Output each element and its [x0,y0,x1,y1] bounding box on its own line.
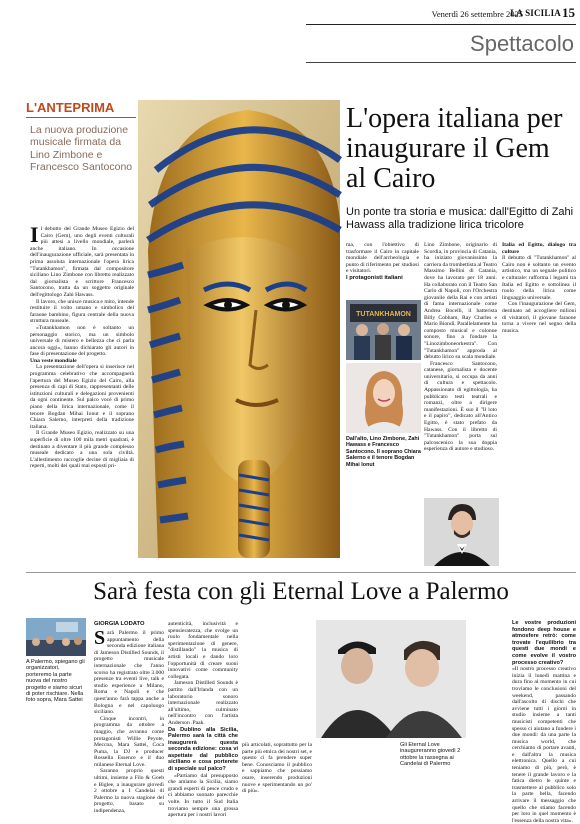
poster-title: TUTANKHAMON [356,311,411,318]
concert-crowd-photo [26,618,86,656]
duo-caption: Gli Eternal Love inaugureranno giovedì 2 ottobre la rassegna ai Candelai di Palermo [400,742,461,768]
story-headline: L'opera italiana per inaugurare il Gem al Cairo [346,103,563,194]
paragraph: Il Grande Museo Egizio, realizzato su una superficie di oltre 100 mila metri quadrati, è destinato a diventare il più grande complesso museale dedicato a una sola civiltà. L'allestimento raccoglie decine di migliaia di reperti, molti dei quali mai esposti pri- [30,430,134,470]
paragraph: ma, con l'obiettivo di trasformare il Cairo in capitale mondiale dell'archeologia e punto di riferimento per studiosi e visitatori. [346,242,419,275]
subheading: Una veste mondiale [30,357,77,364]
paragraph: Jameson Distilled Sounds è partito dall'Irlanda con un laboratorio sonoro internazionale realizzato all'ultimo, culminato nell'incontro con l'artista Anderson .Paak. [168,680,238,726]
article-column-4 [502,242,576,567]
issue-date: Venerdì 26 settembre 2025 [431,9,523,19]
tenor-portrait [424,498,499,566]
section-title: Spettacolo [470,31,574,56]
paragraph: Francesco Santocono, catanese, giornalista e docente universitario, si occupa da anni di cultura e spettacolo. Appassionato di egittologia, ha pubblicato testi teatrali e romanzi, oltre a dirigere manifestazioni. È suo il "Il loto e il papiro", dedicato all'Antico Egitto, è stato prefato da Hawass. Con il libretto di "Tutankhamon" porta sul palcoscenico la sua doppia esperienza di autore e studioso. [424,360,497,453]
header-rule [306,24,576,25]
paragraph: «Partiamo dal presupposto che amiamo la Sicilia, siamo grandi esperti di pesce crudo e ci abbiamo suonato parecchie volte. In tutto il Sud Italia troviamo sempre una grossa apertura per i nostri lavori [168,772,238,819]
story2-column-3 [242,742,312,820]
eternal-love-duo-photo [316,620,466,738]
subheading: Italia ed Egitto, dialogo tra culture [502,242,576,255]
crowd-caption: A Palermo, spiegano gli organizzatori, porteremo la parte nuova del nostro progetto e siamo sicuri di poter rischiare. Nella foto sopra, Mara Sattei [26,659,85,704]
article-column-1 [30,222,134,564]
story-divider [26,572,576,573]
drop-cap: I [30,222,39,247]
kicker-rule [26,117,136,118]
story2-column-2 [168,621,238,820]
paragraph: Saranno proprio questi ultimi, insieme a Filo & Goeb e Biglee, a inaugurare giovedì 2 ottobre a I Candelai di Palermo la nuova stagione del progetto, basato su indipendenza, [94,768,164,815]
paragraph: autenticità, inclusività e spensieratezza, che svolge un ruolo fondamentale nella sperimentazione di genere, "distillando" la musica di artisti locali e dando loro l'opportunità di creare suoni innovativi come community collegata. [168,621,238,680]
soprano-illustration [346,363,421,433]
kicker-label: L'ANTEPRIMA [26,100,115,115]
paragraph: «Tutankhamon non è soltanto un personaggio storico, ma un simbolo universale di mistero e bellezza che ci parla ancora oggi», hanno dichiarato gli autori in fase di presentazione del progetto. [30,324,134,358]
article-column-2 [346,242,419,296]
group-photo-illustration [346,300,421,360]
story2-column-5 [512,620,576,824]
story2-column-1 [94,627,164,820]
duo-illustration [316,620,466,738]
paragraph: «Il nostro processo creativo inizia il lunedì mattina e dura fino al momento in cui troviamo le conclusioni del weekend, passando dall'ascolto di dischi che avviene tutti i giorni in studio insieme a tanti musicisti competenti che spesso ci aiutano a fondere i due mondi: da una parte la musica world, che cerchiamo di portare avanti, e dall'altra la musica elettronica. Quello a cui teniamo di più, però, è tenere il grande lavoro e la fatica dietro le quinte e trasmettere al pubblico solo la parte bella, facendo arrivare il messaggio che quello che stiamo facendo per loro in quel momento è l'essenza della nostra vita». [512,666,576,824]
paragraph: Il debutto di "Tutankhamon" al Cairo non è soltanto un evento artistico, ma un segnale politico e culturale: rafforma i legami tra Italia ed Egitto e sottolinea il ruolo della lirica come linguaggio universale. [502,255,576,301]
photo-section-title: I protagonisti italiani [346,274,403,281]
paragraph: più articolati, soprattutto per la parte più etnica dei nostri set, e questo ci fa prendere super bene. Conosciamo il pubblico e sappiamo che possiamo osare, inserendo produzioni nuove e sperimentando un po' di più». [242,742,312,795]
interview-question: Da Dublino alla Sicilia, Palermo sarà la città che inaugurerà questa seconda edizione: cosa vi aspettate dal pubblico siciliano e cosa porterete di speciale sul palco? [168,726,238,773]
paragraph: Cinque incontri, in programma da ottobre a maggio, che avranno come protagonisti Willie Peyote, Meccna, Mara Sattei, Coca Puma, la DJ e producer Rossella Essence e il duo milanese Eternal Love. [94,715,164,768]
paragraph: Il lavoro, che unisce musica e mito, intende restituire il volto umano e simbolico del faraone bambino, figura centrale della nuova struttura museale. [30,298,134,325]
crowd-illustration [26,618,86,656]
paragraph: arà Palermo il primo appuntamento della seconda edizione italiana di Jameson Distilled Sounds, il progetto musicale internazionale che l'anno scorso ha registrato oltre 3.000 presenze tra eventi live, talk e studio esperience a Milano, Roma e Napoli e che quest'anno farà tappa anche a Bologna e nel capoluogo siciliano. [94,630,164,716]
soprano-portrait [346,363,421,433]
tenor-illustration [424,498,499,566]
page-number: 15 [562,5,575,20]
tutankhamun-mask-photo [138,100,340,558]
newspaper-name: LA SICILIA [510,8,561,18]
running-head [300,5,575,21]
paragraph: La presentazione dell'opera si inserisce nel programma celebrativo che accompagnerà l'apertura del Museo Egizio del Cairo, alla presenza di capi di Stato, rappresentanti delle istituzioni culturali e delegazioni provenienti da ogni continente. Sul palco vocé di primo piano della lirica internazionale, come il tenore Bogdan Mihai Ionut e il soprano Chiara Salerno, interpreti della tradizione italiana. [30,364,134,430]
paragraph: l debutto del Grande Museo Egizio del Cairo (Gem), uno degli eventi culturali più attesi a livello mondiale, parlerà anche italiano. In occasione dell'inaugurazione ufficiale, sarà presentata in prima assoluta internazionale l'opera lirica "Tutankhamon", firmata dal compositore siciliano Lino Zimbone con libretto realizzato dal giornalista e scrittore Francesco Santocono, tratta da un soggetto originale dell'egittologo Zahi Hawass. [30,226,134,298]
story2-headline: Sarà festa con gli Eternal Love a Palermo [93,578,509,605]
tutankhamun-mask-illustration [138,100,340,558]
interview-question: Le vostre produzioni fondono deep house e atmosfere retrò: come trovate l'equilibrio tra questi due mondi e come evolve il vostro processo creativo? [512,620,576,666]
section-rule [306,62,576,63]
photo-caption: Dall'alto, Lino Zimbone, Zahi Hawass e Francesco Santocono. Il soprano Chiara Salerno e il tenore Bogdan Mihai Ionut [346,436,421,468]
byline: GIORGIA LODATO [94,621,145,627]
story-standfirst: Un ponte tra storia e musica: dall'Egitto di Zahi Hawass alla tradizione lirica tricolore [346,206,574,231]
kicker-summary: La nuova produzione musicale firmata da Lino Zimbone e Francesco Santocono [30,124,133,174]
paragraph: Con l'inaugurazione del Gem, destinato ad accogliere milioni di visitatori, il giovane faraone torna a vivere nel segno della musica. [502,301,576,334]
authors-group-photo [346,300,421,360]
drop-cap: S [94,627,106,649]
paragraph: Lino Zimbone, originario di Scordia, in provincia di Catania, ha iniziato giovanissimo la carriera da trombettista al Teatro Massimo Bellini di Catania, dove ha lavorato per 18 anni. Ha collaborato con il Teatro San Carlo di Napoli, con l'Orchestra giovanile della Rai e con artisti di fama internazionale come Andrea Bocelli, il batterista Billy Cobham, Ray Charles e Mario Biondi. Parallelamente ha composto musical e colonne sonore, fino a fondare la "Linozimboneorkestra". Con "Tutankhamon" approda al debutto lirico su scala mondiale. [424,242,498,361]
